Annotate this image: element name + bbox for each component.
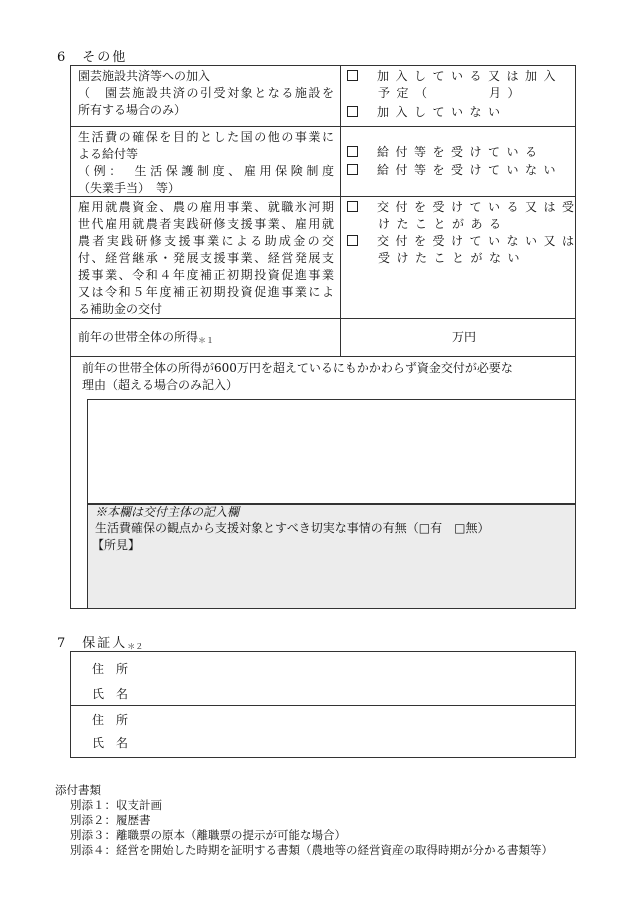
- reason-prompt: [82, 360, 513, 394]
- row2-line4: （失業手当） 等）: [78, 181, 181, 195]
- attachments-heading: 添付書類: [55, 783, 101, 797]
- row2-line2: よる給付等: [78, 147, 139, 161]
- option-benefits-receiving[interactable]: 給付等を受けている: [347, 144, 544, 161]
- checkbox-icon[interactable]: [347, 106, 358, 117]
- row3-line5: 援事業、令和４年度補正初期投資促進事業: [78, 268, 334, 282]
- option-insurance-not-enrolled[interactable]: 加入していない: [347, 104, 507, 121]
- guarantor-footnote-marker: ＊２: [127, 642, 144, 651]
- household-income-label: 前年の世帯全体の所得$_{*1}$: [78, 330, 215, 345]
- row1-line1: 園芸施設共済等への加入: [78, 69, 211, 83]
- section-7-title: 7 保証人$_{*2}$: [57, 636, 144, 651]
- reason-line2: 理由（超える場合のみ記入）: [82, 378, 239, 392]
- row3-line7: る補助金の交付: [78, 302, 163, 316]
- row3-line6: 又は令和５年度補正初期投資促進事業によ: [78, 285, 334, 299]
- option-subsidy-not-received[interactable]: 交付を受けていない又は 受けたことがない: [347, 233, 581, 267]
- option-subsidy-received[interactable]: 交付を受けている又は受 けたことがある: [347, 199, 581, 233]
- row2-line3: （例： 生活保護制度、雇用保険制度: [78, 164, 334, 178]
- checkbox-icon[interactable]: [347, 201, 358, 212]
- income-footnote-marker: ＊１: [198, 336, 215, 345]
- option-benefits-not-receiving[interactable]: 給付等を受けていない: [347, 162, 562, 179]
- checkbox-icon[interactable]: [347, 235, 358, 246]
- issuer-section-title: ※本欄は交付主体の記入欄: [95, 505, 240, 519]
- row1-line2: （ 園芸施設共済の引受対象となる施設を: [78, 86, 334, 100]
- row1-line3: 所有する場合のみ）: [78, 103, 187, 117]
- checkbox-icon[interactable]: [347, 164, 358, 175]
- issuer-question: 生活費確保の観点から支援対象とすべき切実な事情の有無（□有 □無）: [95, 521, 490, 535]
- horticulture-insurance-question: [78, 68, 334, 119]
- option-insurance-enrolled[interactable]: 加入している又は加入 予定（ 月）: [347, 68, 562, 102]
- row3-line1: 雇用就農資金、農の雇用事業、就職氷河期: [78, 200, 334, 214]
- guarantor2-address-label: 住 所: [92, 713, 129, 727]
- row3-line2: 世代雇用就農者実践研修支援事業、雇用就: [78, 217, 334, 231]
- issuer-opinion-label: 【所見】: [92, 538, 141, 552]
- row3-line4: 付、経営継承・発展支援事業、経営発展支: [78, 251, 334, 265]
- guarantor1-name-label: 氏 名: [92, 687, 129, 701]
- attachment-item: 別添１：収支計画: [70, 798, 162, 812]
- reason-line1: 前年の世帯全体の所得が600万円を超えているにもかかわらず資金交付が必要な: [82, 361, 513, 375]
- guarantor1-address-label: 住 所: [92, 662, 129, 676]
- attachment-item: 別添４：経営を開始した時期を証明する書類（農地等の経営資産の取得時期が分かる書類等）: [70, 843, 553, 857]
- checkbox-icon[interactable]: [347, 146, 358, 157]
- row2-line1: 生活費の確保を目的とした国の他の事業に: [78, 130, 334, 144]
- other-benefits-question: [78, 129, 334, 197]
- household-income-unit: 万円: [452, 330, 477, 344]
- checkbox-icon[interactable]: [347, 70, 358, 81]
- guarantor2-name-label: 氏 名: [92, 736, 129, 750]
- attachment-item: 別添３：離職票の原本（離職票の提示が可能な場合）: [70, 828, 346, 842]
- subsidy-history-question: [78, 199, 334, 318]
- section-6-title: 6 その他: [57, 50, 128, 65]
- row3-line3: 農者実践研修支援事業による助成金の交: [78, 234, 334, 248]
- attachment-item: 別添２：履歴書: [70, 813, 151, 827]
- reason-textarea[interactable]: [87, 399, 576, 504]
